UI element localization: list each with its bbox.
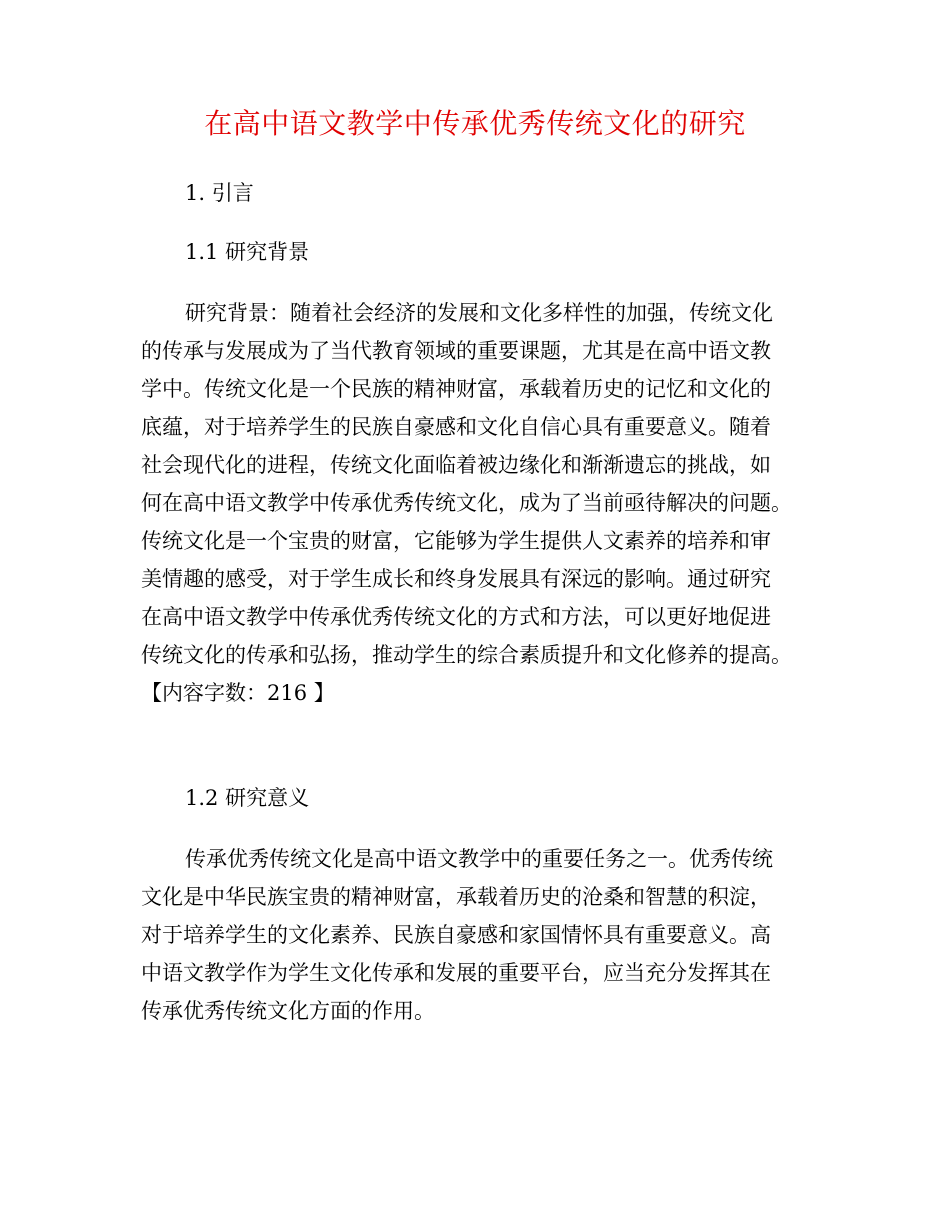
section-heading-research-significance: 1.2 研究意义 xyxy=(185,786,310,810)
paragraph-line: 何在高中语文教学中传承优秀传统文化，成为了当前亟待解决的问题。 xyxy=(141,491,792,515)
research-significance-paragraph xyxy=(141,840,841,1030)
section-heading-introduction: 1. 引言 xyxy=(185,181,254,205)
paragraph-line: 研究背景：随着社会经济的发展和文化多样性的加强，传统文化 xyxy=(185,301,773,325)
paragraph-line: 传统文化是一个宝贵的财富，它能够为学生提供人文素养的培养和审 xyxy=(141,529,771,553)
word-count-note: 【内容字数：216 】 xyxy=(141,681,335,705)
paragraph-line: 学中。传统文化是一个民族的精神财富，承载着历史的记忆和文化的 xyxy=(141,377,771,401)
research-background-paragraph xyxy=(141,294,841,712)
paragraph-line: 传承优秀传统文化是高中语文教学中的重要任务之一。优秀传统 xyxy=(185,847,773,871)
paragraph-line: 底蕴，对于培养学生的民族自豪感和文化自信心具有重要意义。随着 xyxy=(141,415,771,439)
paragraph-line: 美情趣的感受，对于学生成长和终身发展具有深远的影响。通过研究 xyxy=(141,567,771,591)
paragraph-line: 文化是中华民族宝贵的精神财富，承载着历史的沧桑和智慧的积淀， xyxy=(141,885,771,909)
paragraph-line: 的传承与发展成为了当代教育领域的重要课题，尤其是在高中语文教 xyxy=(141,339,771,363)
paragraph-line: 中语文教学作为学生文化传承和发展的重要平台，应当充分发挥其在 xyxy=(141,961,771,985)
paragraph-line: 在高中语文教学中传承优秀传统文化的方式和方法，可以更好地促进 xyxy=(141,605,771,629)
document-title: 在高中语文教学中传承优秀传统文化的研究 xyxy=(204,107,746,140)
section-heading-research-background: 1.1 研究背景 xyxy=(185,240,310,264)
paragraph-line: 传统文化的传承和弘扬，推动学生的综合素质提升和文化修养的提高。 xyxy=(141,643,792,667)
paragraph-line: 对于培养学生的文化素养、民族自豪感和家国情怀具有重要意义。高 xyxy=(141,923,771,947)
paragraph-line: 传承优秀传统文化方面的作用。 xyxy=(141,999,435,1023)
paragraph-line: 社会现代化的进程，传统文化面临着被边缘化和渐渐遗忘的挑战，如 xyxy=(141,453,771,477)
